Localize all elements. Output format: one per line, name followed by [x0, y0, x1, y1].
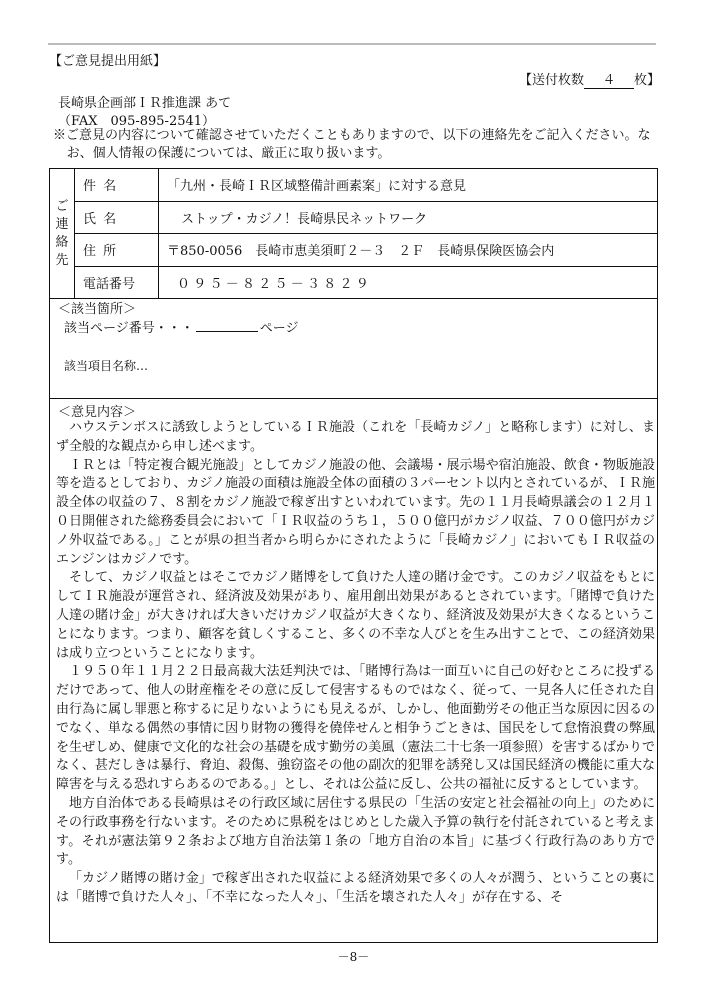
vertical-char: 先	[55, 252, 69, 268]
sent-count-suffix: 枚】	[633, 73, 660, 88]
opinion-paragraph: ＩＲとは「特定複合観光施設」としてカジノ施設の他、会議場・展示場や宿泊施設、飲食・物販施設等を造るとしており、カジノ施設の面積は施設全体の面積の３パーセント以内とされているが、ＩＲ施設全体の収益の７、８割をカジノ施設で稼ぎ出すといわれています。先の１１月長崎県議会の１２月１０日開催された総務委員会において「ＩＲ収益のうち１，５００億円がカジノ収益、７００億円がカジノ外収益である。」ことが県の担当者から明らかにされたように「長崎カジノ」においてもＩＲ収益のエンジンはカジノです。	[56, 457, 655, 567]
opinion-paragraph: 地方自治体である長崎県はその行政区域に居住する県民の「生活の安定と社会福祉の向上」のためにその行政事務を行ないます。そのために県税をはじめとした歳入予算の執行を付託されていると考えます。それが憲法第９２条および地方自治法第１条の「地方自治の本旨」に基づく行政行為のあり方です。	[56, 795, 655, 868]
page-suffix: ページ	[259, 321, 299, 336]
phone-field[interactable]: ０９５－８２５－３８２９	[177, 276, 373, 292]
contact-row-subject	[75, 169, 657, 202]
privacy-note: ※ご意見の内容について確認させていただくこともありますので、以下の連絡先をご記入ください。なお、個人情報の保護については、厳正に取り扱います。	[53, 128, 651, 161]
name-field[interactable]: ストップ・カジノ！長崎県民ネットワーク	[181, 211, 428, 227]
contact-table	[49, 168, 658, 299]
contact-row-phone	[75, 267, 657, 299]
vertical-char: 連	[55, 216, 69, 232]
opinion-heading: ＜意見内容＞	[58, 405, 137, 420]
opinion-body[interactable]	[56, 419, 655, 908]
page-number: －8－	[337, 950, 370, 964]
name-label: 氏名	[75, 202, 159, 234]
subject-label: 件名	[75, 169, 159, 201]
document-label: 【ご意見提出用紙】	[49, 54, 167, 69]
contact-row-address	[75, 234, 657, 267]
subject-field[interactable]: 「九州・長崎ＩＲ区域整備計画素案」に対する意見	[167, 179, 467, 195]
item-name-field[interactable]: 該当項目名称…	[64, 359, 149, 373]
phone-label: 電話番号	[75, 267, 159, 299]
contact-vertical-label	[50, 169, 75, 298]
sent-count-value[interactable]: ４	[584, 69, 634, 89]
page-prefix: 該当ページ番号・・・	[64, 321, 194, 336]
vertical-char: 絡	[55, 234, 69, 250]
recipient-fax: （FAX 095-895-2541）	[58, 114, 216, 129]
top-rule	[48, 43, 656, 45]
page-number-field	[64, 317, 299, 336]
recipient-name: 長崎県企画部ＩＲ推進課 あて	[58, 96, 232, 111]
vertical-char: ご	[55, 198, 69, 214]
opinion-paragraph: ハウステンボスに誘致しようとしているＩＲ施設（これを「長崎カジノ」と略称します）に対し、まず全般的な観点から申し述べます。	[56, 420, 655, 454]
opinion-paragraph: そして、カジノ収益とはそこでカジノ賭博をして負けた人達の賭け金です。このカジノ収益をもとにしてＩＲ施設が運営され、経済波及効果があり、雇用創出効果があるとされています。「賭博で負けた人達の賭け金」が大きければ大きいだけカジノ収益が大きくなり、経済波及効果が大きくなるということになります。つまり、顧客を貧しくすること、多くの不幸な人びとを生み出すことで、この経済効果は成り立つということになります。	[56, 570, 655, 661]
location-section	[49, 296, 658, 399]
page-number-input[interactable]	[196, 319, 258, 332]
opinion-paragraph: １９５０年１１月２２日最高裁大法廷判決では、「賭博行為は一面互いに自己の好むところに投ずるだけであって、他人の財産権をその意に反して侵害するものではなく、従って、一見各人に任された自由行為に属し罪悪と称するに足りないようにも見えるが、しかし、他面勤労その他正当な原因に因るのでなく、単なる偶然の事情に因り財物の獲得を僥倖せんと相争うごときは、国民をして怠惰浪費の弊風を生ぜしめ、健康で文化的な社会の基礎を成す勤労の美風（憲法二十七条一項参照）を害するばかりでなく、甚だしきは暴行、脅迫、殺傷、強窃盗その他の副次的犯罪を誘発し又は国民経済の機能に重大な障害を与える恐れすらあるのである。」とし、それは公益に反し、公共の福祉に反するとしています。	[56, 664, 655, 793]
opinion-paragraph: 「カジノ賭博の賭け金」で稼ぎ出された収益による経済効果で多くの人々が潤う、ということの裏には「賭博で負けた人々」、「不幸になった人々」、「生活を壊された人々」が存在する、そ	[56, 871, 655, 905]
opinion-section	[49, 398, 658, 943]
address-label: 住所	[75, 234, 159, 266]
contact-row-name	[75, 202, 657, 235]
location-heading: ＜該当箇所＞	[58, 302, 137, 317]
sent-count	[519, 69, 660, 89]
address-field[interactable]: 〒850-0056 長崎市恵美須町２－３ ２Ｆ 長崎県保険医協会内	[167, 244, 555, 260]
sent-count-prefix: 【送付枚数	[518, 73, 584, 88]
